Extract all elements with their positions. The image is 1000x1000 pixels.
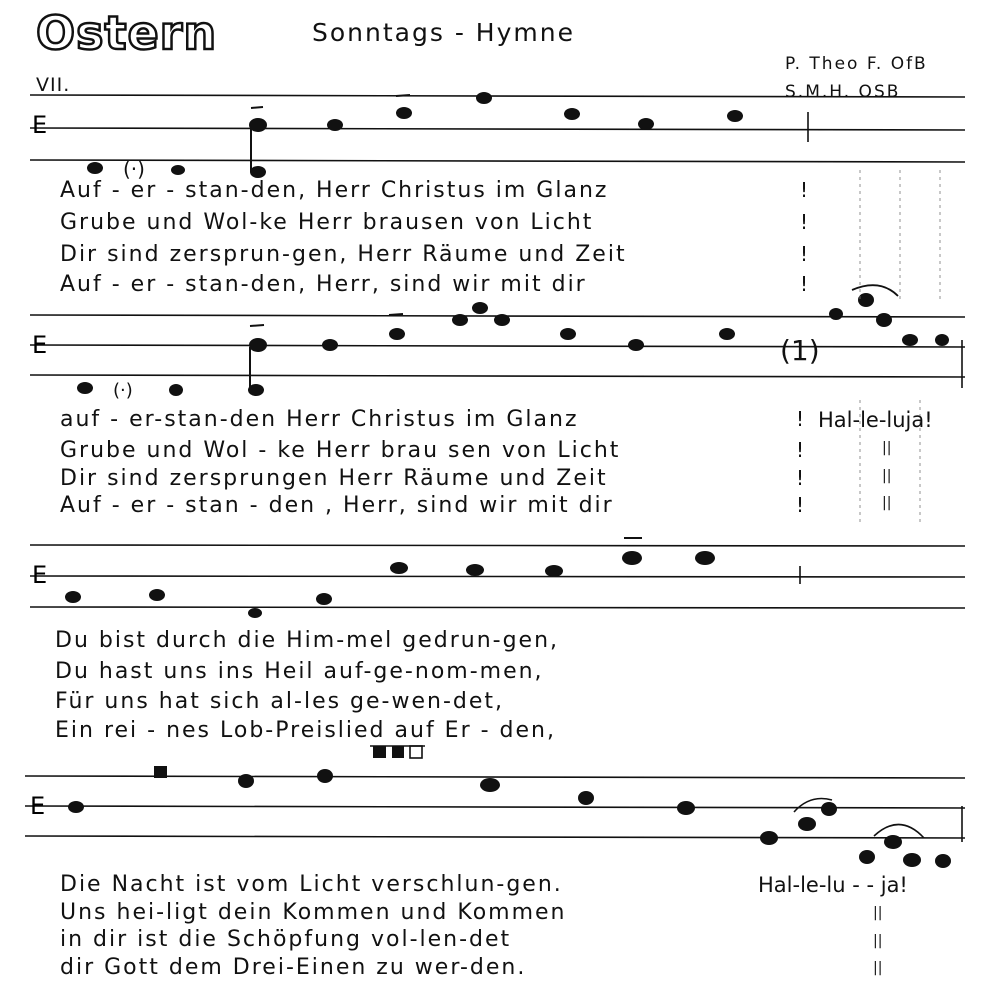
repeat-mark-s4-1: || — [873, 905, 883, 921]
lyric-s1-l4: Auf - er - stan-den, Herr, sind wir mit dir — [60, 272, 587, 297]
lyric-s3-l3: Für uns hat sich al-les ge-wen-det, — [55, 689, 505, 714]
refrain-s4: Hal-le-lu - - ja! — [758, 873, 908, 897]
lyric-s4-l2: Uns hei-ligt dein Kommen und Kommen — [60, 900, 567, 925]
svg-text:(·): (·) — [123, 157, 145, 181]
neumes-3 — [65, 538, 715, 618]
author-line-2: S.M.H. OSB — [785, 82, 901, 102]
svg-text:(·): (·) — [113, 380, 133, 401]
line-end-s2-3: ! — [796, 466, 805, 490]
c-clef-1: E — [32, 111, 48, 139]
c-clef-4: E — [30, 792, 46, 820]
refrain-s2: Hal-le-luja! — [818, 408, 933, 432]
lyric-s2-l1: auf - er-stan-den Herr Christus im Glanz — [60, 407, 579, 432]
repeat-mark-s2-2: || — [882, 468, 892, 484]
repeat-mark-s2-1: || — [882, 440, 892, 456]
lyric-s1-l1: Auf - er - stan-den, Herr Christus im Glanz — [60, 178, 609, 203]
line-end-s2-1: ! — [796, 407, 805, 431]
lyric-s1-l3: Dir sind zersprun-gen, Herr Räume und Zeit — [60, 242, 627, 267]
neumes-1 — [87, 92, 743, 181]
c-clef-2: E — [32, 331, 48, 359]
lyric-s3-l4: Ein rei - nes Lob-Preislied auf Er - den, — [55, 718, 556, 743]
neumes-2 — [77, 285, 949, 401]
hymn-title: Ostern — [36, 6, 218, 60]
lyric-s4-l3: in dir ist die Schöpfung vol-len-det — [60, 927, 512, 952]
lyric-s1-l2: Grube und Wol-ke Herr brausen von Licht — [60, 210, 594, 235]
author-line-1: P. Theo F. OfB — [785, 54, 928, 74]
line-end-s2-2: ! — [796, 438, 805, 462]
line-end-s1-1: ! — [800, 178, 809, 202]
lyric-s2-l4: Auf - er - stan - den , Herr, sind wir mit dir — [60, 493, 614, 518]
line-end-s1-4: ! — [800, 272, 809, 296]
lyric-s3-l1: Du bist durch die Him-mel gedrun-gen, — [55, 628, 560, 653]
bracket-mark: (1) — [780, 334, 820, 367]
c-clef-3: E — [32, 561, 48, 589]
line-end-s1-2: ! — [800, 210, 809, 234]
lyric-s2-l3: Dir sind zersprungen Herr Räume und Zeit — [60, 466, 608, 491]
mode-label: VII. — [36, 74, 71, 96]
lyric-s4-l1: Die Nacht ist vom Licht verschlun-gen. — [60, 872, 563, 897]
line-end-s1-3: ! — [800, 242, 809, 266]
lyric-s3-l2: Du hast uns ins Heil auf-ge-nom-men, — [55, 659, 544, 684]
hymn-subtitle: Sonntags - Hymne — [312, 18, 575, 47]
staff-3 — [30, 545, 965, 608]
lyric-s4-l4: dir Gott dem Drei-Einen zu wer-den. — [60, 955, 527, 980]
repeat-mark-s4-3: || — [873, 960, 883, 976]
staff-2 — [30, 315, 965, 388]
repeat-mark-s4-2: || — [873, 933, 883, 949]
staff-1 — [30, 95, 965, 162]
lyric-s2-l2: Grube und Wol - ke Herr brau sen von Licht — [60, 438, 621, 463]
repeat-mark-s2-3: || — [882, 495, 892, 511]
line-end-s2-4: ! — [796, 493, 805, 517]
